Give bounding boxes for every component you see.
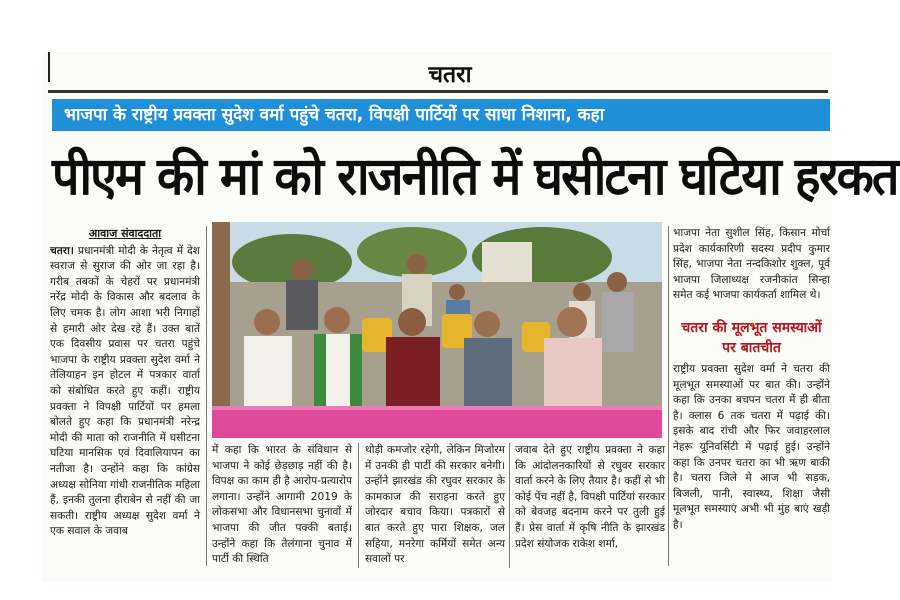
section-title: चतरा: [428, 62, 472, 88]
column-divider: [206, 226, 207, 566]
byline: आवाज संवाददाता: [88, 227, 162, 240]
column-2: में कहा कि भारत के संविधान से भाजपा ने कोई छेड़छाड़ नहीं की है। विपक्ष का काम ही है आरोप-प्रत्यारोप लगाना। उन्होंने आगामी 2019 के लोकसभा और विधानसभा चुनावों में भाजपा की जीत पक्की बताई। उन्होंने कहा कि तेलंगाना चुनाव में पार्टी की स्थिति: [212, 444, 352, 566]
photo-illustration: [212, 222, 662, 438]
column-3: थोड़ी कमजोर रहेगी, लेकिन मिजोरम में उनकी ही पार्टी की सरकार बनेगी। उन्होंने झारखंड की रघुवर सरकार के कामकाज की सराहना करते हुए जोरदार बचाव किया। पत्रकारों से बात करते हुए पारा शिक्षक, जल सहिया, मनरेगा कर्मियों समेत अन्य सवालों पर: [365, 444, 505, 566]
kicker-band: भाजपा के राष्ट्रीय प्रवक्ता सुदेश वर्मा पहुंचे चतरा, विपक्षी पार्टियों पर साधा निशाना, कहा: [52, 99, 830, 131]
dateline: चतरा।: [50, 244, 74, 257]
column-4: जवाब देते हुए राष्ट्रीय प्रवक्ता ने कहा कि आंदोलनकारियों से रघुवर सरकार वार्ता करने के लिए तैयार है। कहीं से भी कोई पेंच नहीं है, विपक्षी पार्टियां सरकार को बेवजह बदनाम करने पर तुली हुई हैं। प्रेस वार्ता में कृषि नीति के झारखंड प्रदेश संयोजक राकेश शर्मा,: [515, 444, 665, 550]
headline: पीएम की मां को राजनीति में घसीटना घटिया हरकत: [52, 147, 898, 207]
column-1-text: प्रधानमंत्री मोदी के नेतृत्व में देश स्वराज से सुराज की ओर जा रहा है। गरीब तबकों के चेहरों पर प्रधानमंत्री नरेंद्र मोदी के विकास और बदलाव के लिए चमक है। लोग आशा भरी निगाहों से हमारी ओर देख रहे हैं। उक्त बातें एक दिवसीय प्रवास पर चतरा पहुंचे भाजपा के राष्ट्रीय प्रवक्ता सुदेश वर्मा ने तेलियाहन इन होटल में पत्रकार वार्ता को संबोधित करते हुए कहीं। राष्ट्रीय प्रवक्ता ने विपक्षी पार्टियों पर हमला बोलते हुए कहा कि प्रधानमंत्री नरेन्द्र मोदी की माता को राजनीति में घसीटना घटिया मानसिक एवं दिवालियापन का नतीजा है। उन्होंने कहा कि कांग्रेस अध्यक्ष सोनिया गांधी राजनीतिक महिला हैं, इनकी तुलना हीराबेन से नहीं की जा सकती। राष्ट्रीय अध्यक्ष सुदेश वर्मा ने एक सवाल के जवाब: [50, 244, 201, 538]
column-divider: [358, 443, 359, 568]
subheading: चतरा की मूलभूत समस्याओं पर बातचीत: [681, 320, 822, 356]
column-5: भाजपा नेता सुशील सिंह, किसान मोर्चा प्रदेश कार्यकारिणी सदस्य प्रदीप कुमार सिंह, भाजपा नेता नन्दकिशोर शुक्ल, पूर्व भाजपा जिलाध्यक्ष रजनीकांत सिन्हा समेत कई भाजपा कार्यकर्ता शामिल थे।: [673, 227, 830, 302]
column-1: [50, 226, 200, 540]
section-rule: [48, 90, 828, 93]
column-6: राष्ट्रीय प्रवक्ता सुदेश वर्मा ने चतरा की मूलभूत समस्याओं पर बात की। उन्होंने कहा कि उनका बचपन चतरा में ही बीता है। क्लास 6 तक चतरा में पढ़ाई की। इसके बाद रांची और फिर जवाहरलाल नेहरू यूनिवर्सिटी में पढ़ाई हुई। उन्होंने कहा कि उनपर चतरा का भी ऋण बाकी है। चतरा जिले मे आज भी सड़क, बिजली, पानी, स्वास्थ्य, शिक्षा जैसी मूलभूत समस्याएं अभी भी मुंह बाएं खड़ी है।: [673, 363, 830, 531]
column-divider: [509, 443, 510, 568]
press-conference-photo: [212, 222, 662, 438]
column-divider: [668, 226, 669, 566]
